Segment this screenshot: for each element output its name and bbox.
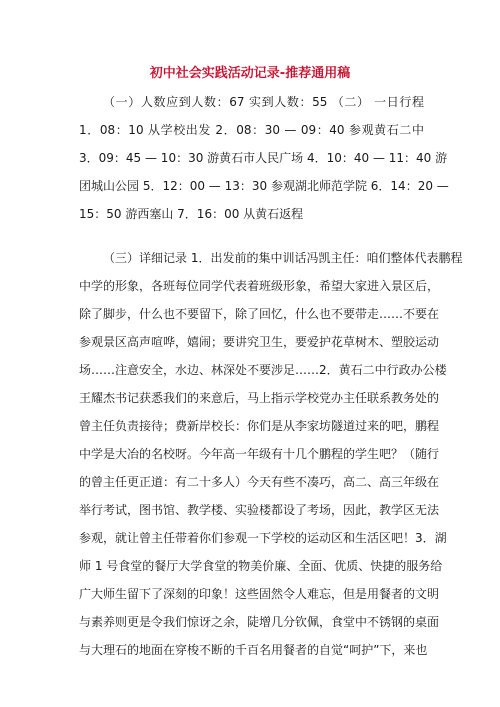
paragraph-line: 师 1 号食堂的餐厅大学食堂的物美价廉、全面、优质、快捷的服务给 (79, 559, 443, 573)
paragraph-line: 曾主任负责接待；费新岸校长：你们是从李家坊隧道过来的吧，鹏程 (79, 419, 440, 433)
paragraph-line: 举行考试，图书馆、教学楼、实验楼都设了考场，因此，教学区无法 (79, 503, 440, 517)
paragraph-line: 1．08：10 从学校出发 2．08：30 — 09：40 参观黄石二中 (79, 123, 424, 137)
paragraph-line: 与大理石的地面在穿梭不断的千百名用餐者的自觉“呵护”下，来也 (79, 643, 428, 657)
paragraph-line: 除了脚步，什么也不要留下，除了回忆，什么也不要带走……不要在 (79, 307, 440, 321)
paragraph-detail (79, 244, 463, 664)
paragraph-line: 与素养则更是令我们惊讶之余，陡增几分钦佩，食堂中不锈钢的桌面 (79, 615, 440, 629)
paragraph-line: 中学的形象，各班每位同学代表着班级形象，希望大家进入景区后， (79, 279, 440, 293)
paragraph-line: 参观，就让曾主任带着你们参观一下学校的运动区和生活区吧！3．湖 (79, 531, 447, 545)
document-title: 初中社会实践活动记录-推荐通用稿 (149, 66, 351, 81)
paragraph-line: （三）详细记录 1．出发前的集中训话冯凯主任：咱们整体代表鹏程 (103, 251, 463, 265)
paragraph-line: 15：50 游西塞山 7．16：00 从黄石返程 (79, 207, 304, 221)
paragraph-line: 参观景区高声喧哗，嬉闹；要讲究卫生，要爱护花草树木、塑胶运动 (79, 335, 440, 349)
paragraph-line: 3．09：45 — 10：30 游黄石市人民广场 4．10：40 — 11：40 游 (79, 151, 448, 165)
paragraph-line: （一）人数应到人数：67 实到人数：55 （二） 一日行程 (103, 95, 424, 109)
paragraph-line: 的曾主任更正道：有二十多人）今天有些不凑巧，高二、高三年级在 (79, 475, 440, 489)
paragraph-line: 中学是大冶的名校呀。今年高一年级有十几个鹏程的学生吧？（随行 (79, 447, 440, 461)
paragraph-line: 场……注意安全，水边、林深处不要涉足……2．黄石二中行政办公楼 (79, 363, 447, 377)
paragraph-line: 王耀杰书记获悉我们的来意后，马上指示学校党办主任联系教务处的 (79, 391, 440, 405)
paragraph-line: 广大师生留下了深刻的印象！这些固然令人难忘，但是用餐者的文明 (79, 587, 440, 601)
paragraph-line: 团城山公园 5．12：00 — 13：30 参观湖北师范学院 6．14：20 — (79, 179, 449, 193)
paragraph-summary (79, 88, 449, 228)
